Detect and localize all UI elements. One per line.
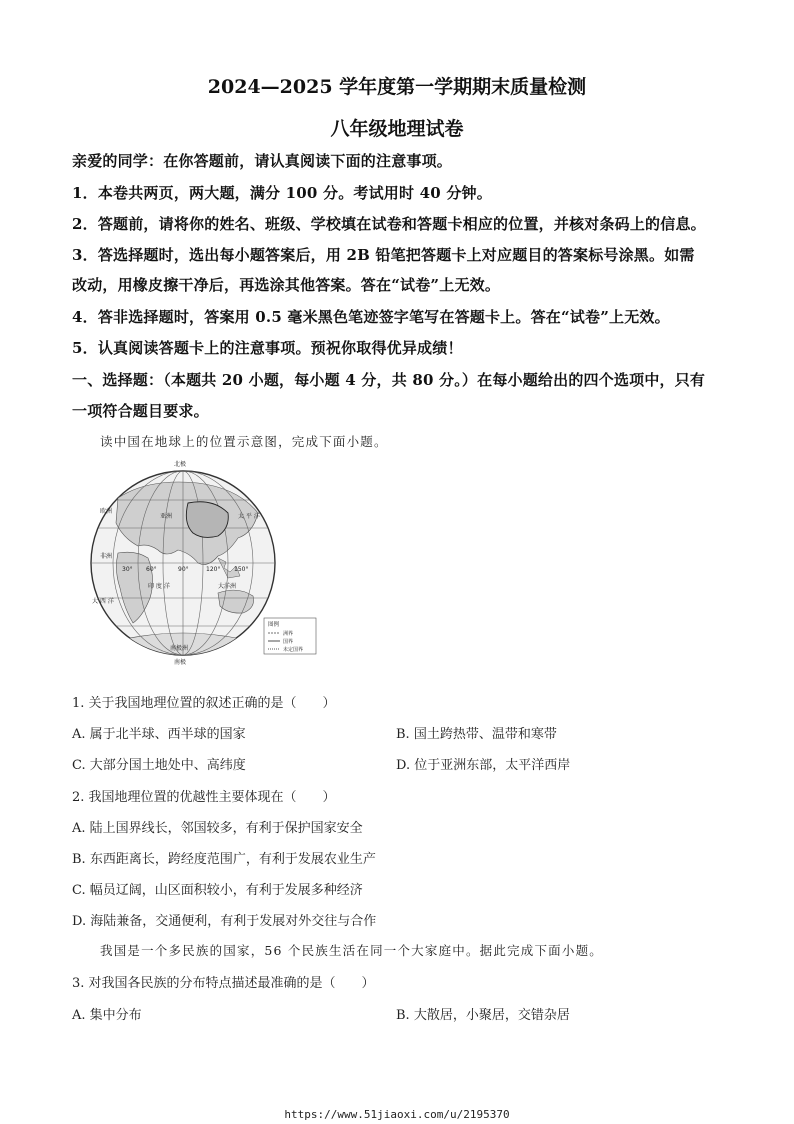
notice-item: 1．本卷共两页，两大题，满分 100 分。考试用时 40 分钟。 <box>72 184 492 202</box>
option-b[interactable]: B. 东西距离长，跨经度范围广，有利于发展农业生产 <box>72 852 376 867</box>
group-intro: 我国是一个多民族的国家，56 个民族生活在同一个大家庭中。据此完成下面小题。 <box>100 943 603 958</box>
europe-label: 欧洲 <box>100 508 113 515</box>
lon-label: 150° <box>234 566 249 573</box>
option-d[interactable]: D. 海陆兼备，交通便利，有利于发展对外交往与合作 <box>72 914 377 929</box>
notice-item: 2．答题前，请将你的姓名、班级、学校填在试卷和答题卡相应的位置，并核对条码上的信息。 <box>72 215 706 233</box>
atlantic-label: 大 西 洋 <box>92 598 114 605</box>
asia-label: 亚洲 <box>160 513 173 520</box>
africa-label: 非洲 <box>100 553 113 560</box>
section-heading-cont: 一项符合题目要求。 <box>72 402 209 420</box>
map-legend <box>264 618 316 654</box>
question-stem: 3. 对我国各民族的分布特点描述最准确的是（ ） <box>72 976 375 991</box>
lon-label: 30° <box>122 566 133 573</box>
china-location-globe-map <box>78 458 322 668</box>
notice-item: 5．认真阅读答题卡上的注意事项。预祝你取得优异成绩！ <box>72 339 463 357</box>
notice-greeting: 亲爱的同学：在你答题前，请认真阅读下面的注意事项。 <box>72 152 453 170</box>
section-heading: 一、选择题：（本题共 20 小题，每小题 4 分，共 80 分。）在每小题给出的四个选项中，只有 <box>72 371 706 389</box>
north-pole-label: 北极 <box>174 461 187 468</box>
legend-item: 未定国界 <box>283 647 304 653</box>
option-a[interactable]: A. 集中分布 <box>72 1008 142 1023</box>
footer-url[interactable]: https://www.51jiaoxi.com/u/2195370 <box>284 1108 510 1121</box>
pacific-label: 太 平 洋 <box>238 513 260 520</box>
lon-label: 90° <box>178 566 189 573</box>
option-c[interactable]: C. 大部分国土地处中、高纬度 <box>72 758 246 773</box>
lon-label: 60° <box>146 566 157 573</box>
legend-title: 图例 <box>268 622 280 628</box>
lon-label: 120° <box>206 566 221 573</box>
indian-ocean-label: 印 度 洋 <box>148 583 170 590</box>
exam-subtitle: 八年级地理试卷 <box>330 118 464 140</box>
group-intro: 读中国在地球上的位置示意图，完成下面小题。 <box>100 434 388 449</box>
option-c[interactable]: C. 幅员辽阔，山区面积较小，有利于发展多种经济 <box>72 883 363 898</box>
option-a[interactable]: A. 陆上国界线长，邻国较多，有利于保护国家安全 <box>72 821 363 836</box>
legend-item: 国界 <box>283 639 294 645</box>
oceania-label: 大洋洲 <box>218 583 237 590</box>
south-pole-label: 南极 <box>174 659 187 666</box>
notice-item: 4．答非选择题时，答案用 0.5 毫米黑色笔迹签字笔写在答题卡上。答在“试卷”上无效。 <box>72 308 670 326</box>
antarctica-label: 南极洲 <box>170 645 189 652</box>
globe-svg <box>78 458 322 668</box>
question-stem: 1. 关于我国地理位置的叙述正确的是（ ） <box>72 696 336 711</box>
option-b[interactable]: B. 大散居，小聚居，交错杂居 <box>396 1008 570 1023</box>
option-d[interactable]: D. 位于亚洲东部，太平洋西岸 <box>396 758 571 773</box>
legend-item: 洲界 <box>283 631 294 637</box>
notice-item: 改动，用橡皮擦干净后，再选涂其他答案。答在“试卷”上无效。 <box>72 276 501 294</box>
notice-item: 3．答选择题时，选出每小题答案后，用 2B 铅笔把答题卡上对应题目的答案标号涂黑。如需 <box>72 246 695 264</box>
option-a[interactable]: A. 属于北半球、西半球的国家 <box>72 727 246 742</box>
option-b[interactable]: B. 国土跨热带、温带和寒带 <box>396 727 557 742</box>
question-stem: 2. 我国地理位置的优越性主要体现在（ ） <box>72 790 336 805</box>
exam-title: 2024—2025 学年度第一学期期末质量检测 <box>207 76 587 98</box>
